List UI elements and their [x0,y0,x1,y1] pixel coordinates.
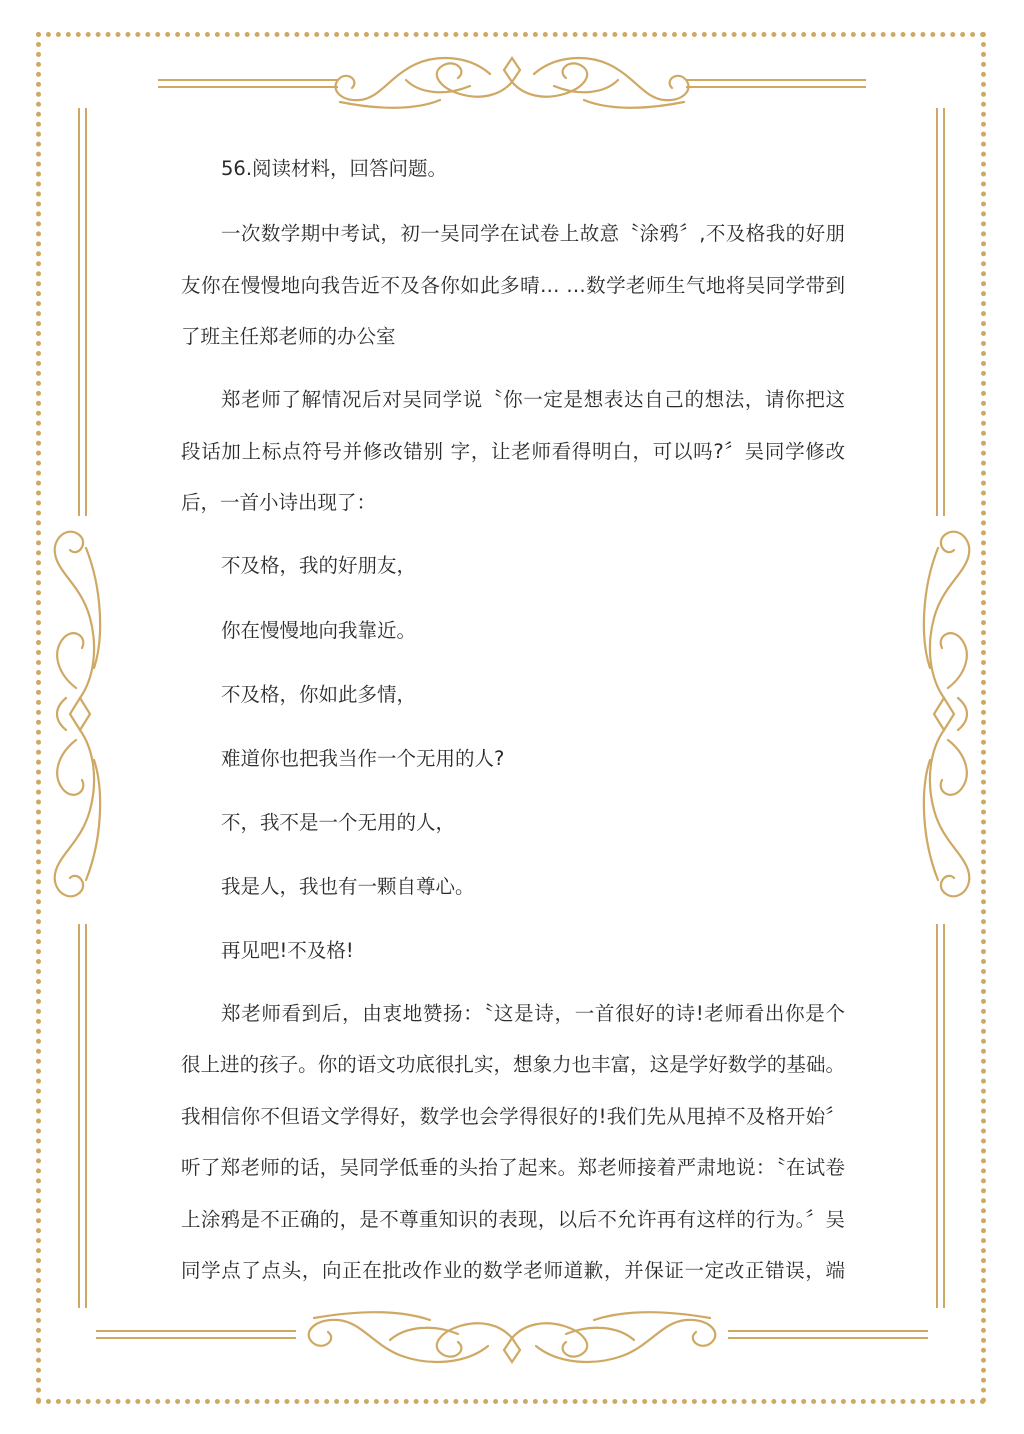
poem-line: 难道你也把我当作一个无用的人? [221,747,505,770]
bottom-border-line-left [96,1330,296,1339]
left-flourish-ornament [46,518,108,920]
top-border-line-left [158,79,338,88]
poem-line: 不及格，你如此多情， [221,683,417,706]
paragraph-line: 同学点了点头，向正在批改作业的数学老师道歉，并保证一定改正错误，端 [181,1259,845,1282]
paragraph-line: 听了郑老师的话，吴同学低垂的头抬了起来。郑老师接着严肃地说：〝在试卷 [181,1156,845,1179]
poem-line: 再见吧!不及格! [221,939,354,962]
paragraph-line: 郑老师了解情况后对吴同学说〝你一定是想表达自己的想法，请你把这 [221,388,845,411]
poem-line: 不，我不是一个无用的人， [221,811,456,834]
question-heading: 56.阅读材料，回答问题。 [221,157,448,180]
top-flourish-ornament [320,50,704,120]
paragraph-line: 段话加上标点符号并修改错别 字，让老师看得明白，可以吗?〞吴同学修改 [181,440,845,463]
right-flourish-ornament [916,518,978,920]
right-border-line-bottom [936,924,945,1308]
poem-line: 不及格，我的好朋友， [221,554,417,577]
paragraph-line: 很上进的孩子。你的语文功底很扎实，想象力也丰富，这是学好数学的基础。 [181,1053,845,1076]
paragraph-line: 上涂鸦是不正确的，是不尊重知识的表现，以后不允许再有这样的行为。〞吴 [181,1208,845,1231]
bottom-border-line-right [728,1330,928,1339]
poem-line: 你在慢慢地向我靠近。 [221,619,417,642]
paragraph-line: 了班主任郑老师的办公室 [181,325,396,348]
top-border-line-right [686,79,866,88]
bottom-flourish-ornament [290,1298,734,1372]
left-border-line-bottom [78,924,87,1308]
poem-line: 我是人，我也有一颗自尊心。 [221,875,475,898]
right-border-line-top [936,108,945,516]
paragraph-line: 我相信你不但语文学得好，数学也会学得很好的!我们先从甩掉不及格开始〞 [181,1105,845,1128]
paragraph-line: 一次数学期中考试，初一吴同学在试卷上故意〝涂鸦〞,不及格我的好朋 [221,222,845,245]
paragraph-line: 友你在慢慢地向我告近不及各你如此多晴… …数学老师生气地将吴同学带到 [181,274,845,297]
paragraph-line: 郑老师看到后，由衷地赞扬：〝这是诗，一首很好的诗!老师看出你是个 [221,1002,845,1025]
paragraph-line: 后，一首小诗出现了： [181,491,377,514]
left-border-line-top [78,108,87,516]
